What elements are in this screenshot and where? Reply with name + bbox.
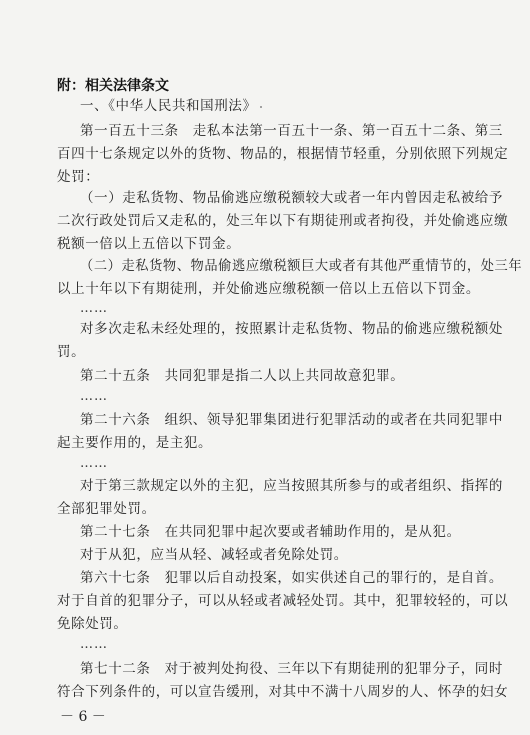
law-title: 一、《中华人民共和国刑法》: [80, 98, 257, 114]
text-line: 处罚：: [57, 169, 100, 185]
text-line: 税额一倍以上五倍以下罚金。: [57, 236, 241, 252]
text-line: 对多次走私未经处理的，按照累计走私货物、物品的偷逃应缴税额处: [80, 321, 503, 337]
ellipsis: ……: [80, 456, 108, 471]
article-27: 第二十七条 在共同犯罪中起次要或者辅助作用的，是从犯。: [80, 524, 461, 540]
text-line: 对于自首的犯罪分子，可以从轻或者减轻处罚。其中，犯罪较轻的，可以: [57, 593, 509, 609]
text-line: 对于第三款规定以外的主犯，应当按照其所参与的或者组织、指挥的: [80, 478, 503, 494]
text-line: 罚。: [57, 344, 86, 360]
text-line: 二次行政处罚后又走私的，处三年以下有期徒刑或者拘役，并处偷逃应缴: [57, 213, 509, 229]
text-line: 符合下列条件的，可以宣告缓刑，对其中不满十八周岁的人、怀孕的妇女: [57, 684, 509, 700]
ellipsis: ……: [80, 301, 108, 316]
article-72: 第七十二条 对于被判处拘役、三年以下有期徒刑的犯罪分子，同时: [80, 661, 503, 677]
ellipsis: ……: [80, 389, 108, 404]
section-heading: 附：相关法律条文: [57, 78, 169, 94]
text-line: 全部犯罪处罚。: [57, 501, 156, 517]
text-line: 第一百五十三条 走私本法第一百五十一条、第一百五十二条、第三: [80, 123, 503, 139]
article-26: 第二十六条 组织、领导犯罪集团进行犯罪活动的或者在共同犯罪中: [80, 412, 503, 428]
article-25: 第二十五条 共同犯罪是指二人以上共同故意犯罪。: [80, 368, 405, 384]
ellipsis: ……: [80, 637, 108, 652]
page-number: － 6 －: [60, 709, 106, 725]
text-line: 对于从犯，应当从轻、减轻或者免除处罚。: [80, 547, 348, 563]
scan-speck: [260, 106, 262, 108]
text-line: 起主要作用的，是主犯。: [57, 435, 213, 451]
article-67: 第六十七条 犯罪以后自动投案，如实供述自己的罪行的，是自首。: [80, 570, 503, 586]
text-line: 免除处罚。: [57, 616, 128, 632]
text-line: 以上十年以下有期徒刑，并处偷逃应缴税额一倍以上五倍以下罚金。: [57, 281, 480, 297]
text-line: （一）走私货物、物品偷逃应缴税额较大或者一年内曾因走私被给予: [80, 190, 503, 206]
text-line: （二）走私货物、物品偷逃应缴税额巨大或者有其他严重情节的，处三年: [80, 258, 523, 274]
text-line: 百四十七条规定以外的货物、物品的，根据情节轻重，分别依照下列规定: [57, 146, 509, 162]
